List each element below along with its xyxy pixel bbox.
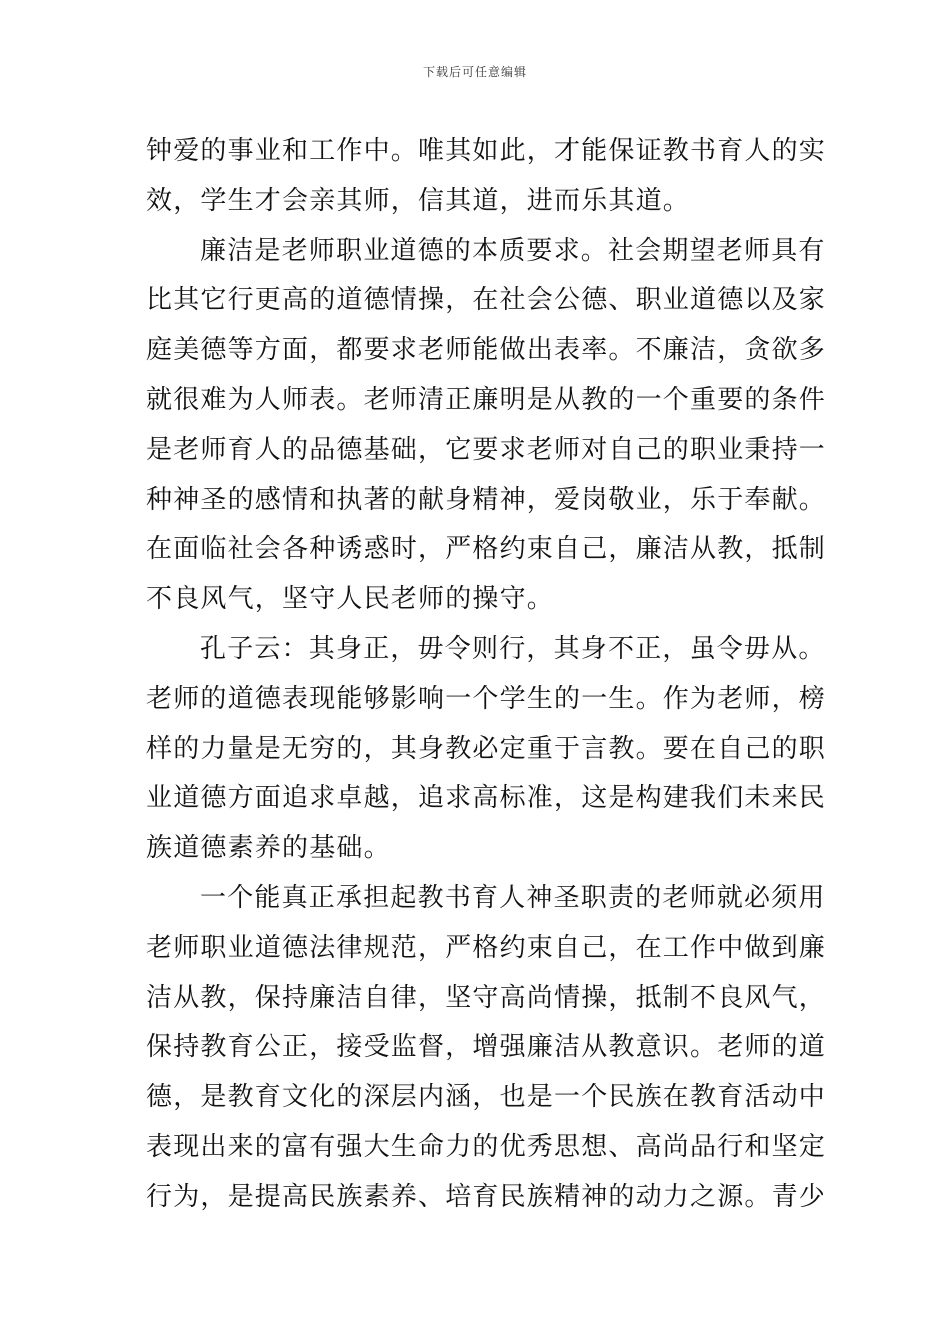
paragraph-4-line-1: 一个能真正承担起教书育人神圣职责的老师就必须用 (200, 882, 826, 913)
paragraph-2-line-7: 在面临社会各种诱惑时，严格约束自己，廉洁从教，抵制 (146, 534, 827, 565)
paragraph-3-line-2: 老师的道德表现能够影响一个学生的一生。作为老师，榜 (146, 683, 827, 714)
paragraph-2-line-3: 庭美德等方面，都要求老师能做出表率。不廉洁，贪欲多 (146, 335, 827, 366)
paragraph-4-line-4: 保持教育公正，接受监督，增强廉洁从教意识。老师的道 (146, 1032, 827, 1063)
paragraph-2-line-8: 不良风气，坚守人民老师的操守。 (146, 584, 555, 615)
paragraph-2-line-4: 就很难为人师表。老师清正廉明是从教的一个重要的条件 (146, 384, 827, 415)
paragraph-4-line-6: 表现出来的富有强大生命力的优秀思想、高尚品行和坚定 (146, 1131, 827, 1162)
paragraph-2-line-1: 廉洁是老师职业道德的本质要求。社会期望老师具有 (200, 235, 826, 266)
paragraph-4-line-2: 老师职业道德法律规范，严格约束自己，在工作中做到廉 (146, 932, 827, 963)
paragraph-4-line-5: 德，是教育文化的深层内涵，也是一个民族在教育活动中 (146, 1082, 827, 1113)
paragraph-3-line-5: 族道德素养的基础。 (146, 833, 391, 864)
paragraph-4-line-7: 行为，是提高民族素养、培育民族精神的动力之源。青少 (146, 1181, 827, 1212)
paragraph-1-line-1: 钟爱的事业和工作中。唯其如此，才能保证教书育人的实 (146, 136, 827, 166)
page-header: 下载后可任意编辑 (422, 65, 527, 79)
paragraph-2-line-6: 种神圣的感情和执著的献身精神，爱岗敬业，乐于奉献。 (146, 484, 827, 515)
paragraph-3-line-3: 样的力量是无穷的，其身教必定重于言教。要在自己的职 (146, 733, 827, 764)
paragraph-3-line-4: 业道德方面追求卓越，追求高标准，这是构建我们未来民 (146, 783, 827, 814)
paragraph-3-line-1: 孔子云：其身正，毋令则行，其身不正，虽令毋从。 (200, 633, 826, 664)
paragraph-4-line-3: 洁从教，保持廉洁自律，坚守高尚情操，抵制不良风气， (146, 982, 827, 1013)
document-body (146, 127, 827, 1223)
paragraph-2-line-2: 比其它行更高的道德情操，在社会公德、职业道德以及家 (146, 285, 827, 316)
paragraph-1-line-2: 效，学生才会亲其师，信其道，进而乐其道。 (146, 185, 691, 216)
paragraph-2-line-5: 是老师育人的品德基础，它要求老师对自己的职业秉持一 (146, 434, 827, 465)
